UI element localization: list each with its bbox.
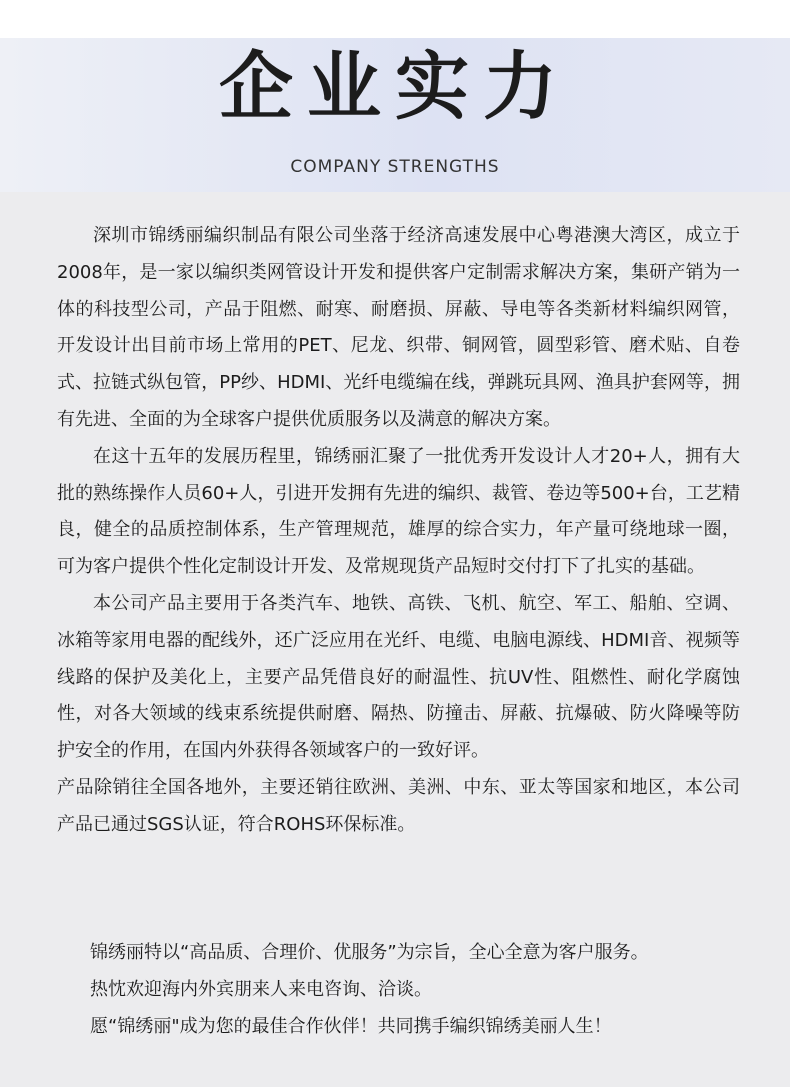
paragraph-history: 在这十五年的发展历程里，锦绣丽汇聚了一批优秀开发设计人才20+人，拥有大批的熟练操作人员60+人，引进开发拥有先进的编织、裁管、卷边等500+台，工艺精良，健全的品质控制体系，生产管理规范，雄厚的综合实力，年产量可绕地球一圈，可为客户提供个性化定制设计开发、及常规现货产品短时交付打下了扎实的基础。 bbox=[57, 445, 740, 578]
paragraph-applications: 本公司产品主要用于各类汽车、地铁、高铁、飞机、航空、军工、船舶、空调、冰箱等家用电器的配线外，还广泛应用在光纤、电缆、电脑电源线、HDMI音、视频等线路的保护及美化上，主要产品凭借良好的耐温性、抗UV性、阻燃性、耐化学腐蚀性，对各大领域的线束系统提供耐磨、隔热、防撞击、屏蔽、抗爆破、防火降噪等防护安全的作用，在国内外获得各领域客户的一致好评。 bbox=[57, 592, 740, 762]
intro-body bbox=[57, 218, 740, 844]
closing-statements bbox=[90, 934, 740, 1045]
paragraph-company-intro: 深圳市锦绣丽编织制品有限公司坐落于经济高速发展中心粤港澳大湾区，成立于2008年，是一家以编织类网管设计开发和提供客户定制需求解决方案，集研产销为一体的科技型公司，产品于阻燃、耐寒、耐磨损、屏蔽、导电等各类新材料编织网管，开发设计出目前市场上常用的PET、尼龙、织带、铜网管，圆型彩管、磨术贴、自卷式、拉链式纵包管，PP纱、HDMI、光纤电缆编在线，弹跳玩具网、渔具护套网等，拥有先进、全面的为全球客户提供优质服务以及满意的解决方案。 bbox=[57, 225, 740, 430]
closing-line: 愿“锦绣丽"成为您的最佳合作伙伴！共同携手编织锦绣美丽人生！ bbox=[90, 1016, 612, 1037]
top-strip bbox=[0, 0, 790, 38]
page-subtitle: COMPANY STRENGTHS bbox=[290, 157, 500, 177]
closing-line: 热忱欢迎海内外宾朋来人来电咨询、洽谈。 bbox=[90, 979, 432, 1000]
page-title: 企业实力 bbox=[219, 44, 571, 130]
closing-line: 锦绣丽特以“高品质、合理价、优服务”为宗旨，全心全意为客户服务。 bbox=[90, 942, 649, 963]
paragraph-markets: 产品除销往全国各地外，主要还销往欧洲、美洲、中东、亚太等国家和地区，本公司产品已通过SGS认证，符合ROHS环保标准。 bbox=[57, 776, 740, 835]
